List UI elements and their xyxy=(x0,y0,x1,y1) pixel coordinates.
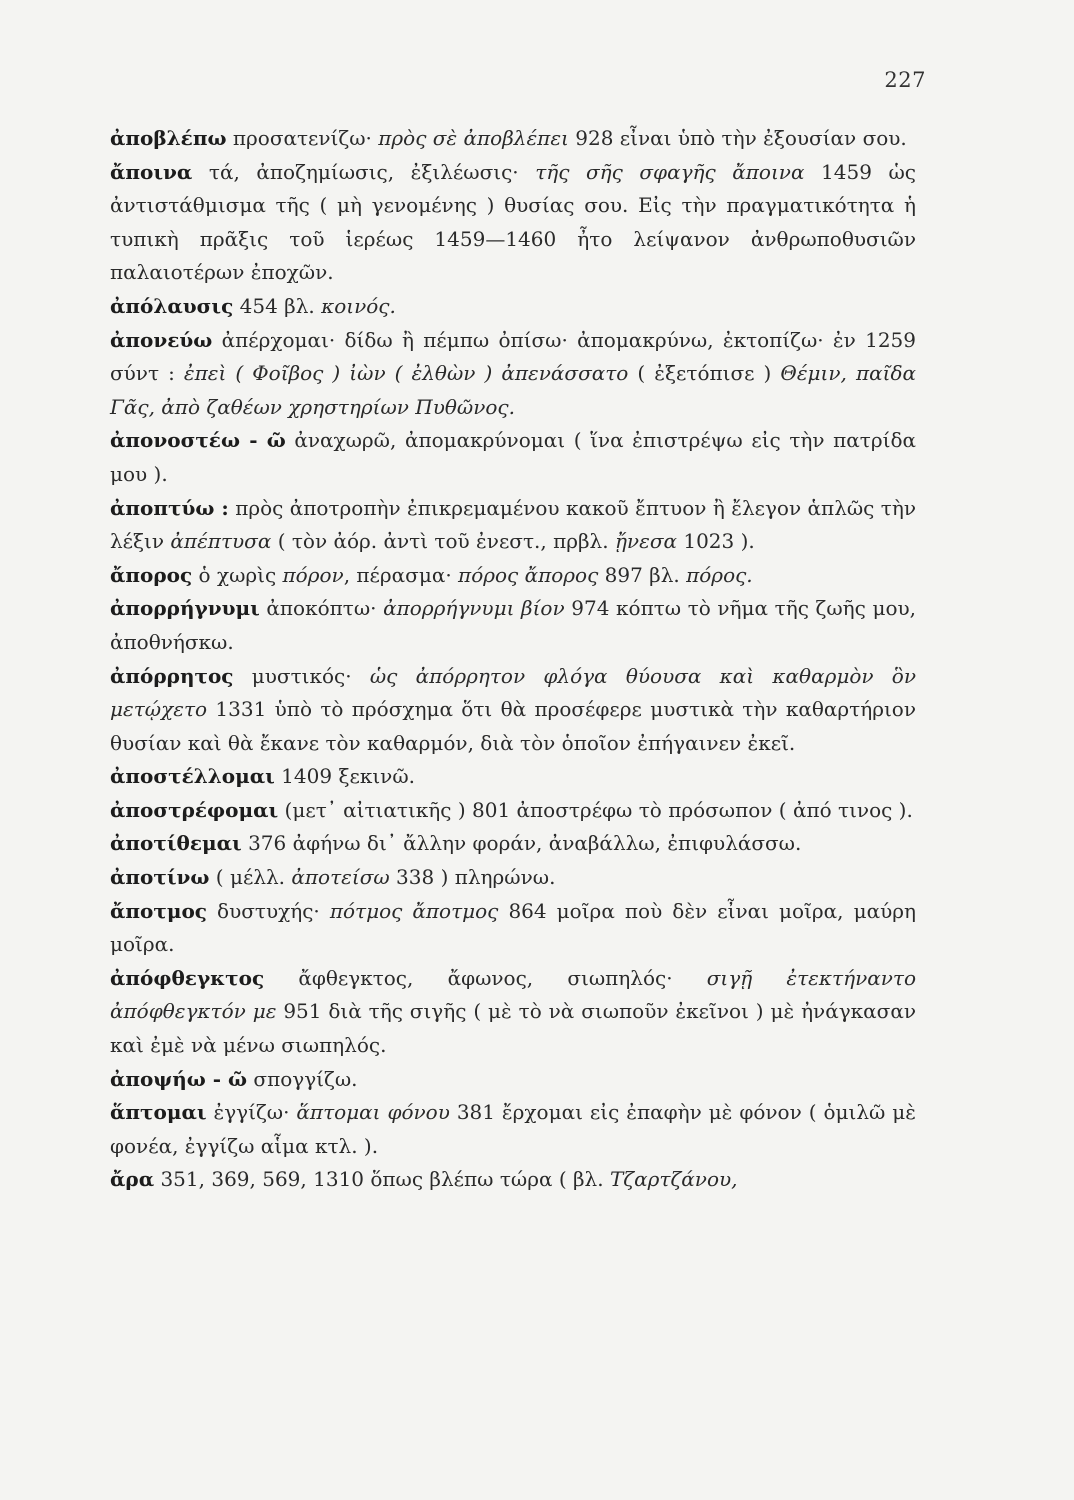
entry-citation: Τζαρτζάνου, xyxy=(609,1167,738,1192)
entry-definition: 951 διὰ τῆς σιγῆς ( μὲ τὸ νὰ σιωποῦν ἐκεῖνοι ) μὲ ἠνάγκασαν καὶ ἐμὲ νὰ μένω σιωπηλός. xyxy=(110,999,916,1058)
lexicon-entry xyxy=(110,122,916,156)
entry-headword: ἀποτίθεμαι xyxy=(110,831,242,856)
lexicon-entry xyxy=(110,827,916,861)
lexicon-entry xyxy=(110,861,916,895)
entry-headword: ἀποστέλλομαι xyxy=(110,764,275,789)
entry-headword: ἀποψήω - ῶ xyxy=(110,1066,248,1091)
lexicon-entry xyxy=(110,1163,916,1197)
entry-definition: 864 μοῖρα ποὺ δὲν εἶναι μοῖρα, μαύρη μοῖρα. xyxy=(110,898,916,957)
lexicon-entry xyxy=(110,962,916,1063)
entry-definition: 1409 ξεκινῶ. xyxy=(274,764,415,789)
entry-citation: κοινός. xyxy=(321,293,396,318)
entry-definition: ἐγγίζω· xyxy=(206,1100,297,1125)
lexicon-page-body xyxy=(110,122,916,1197)
entry-definition: ( μέλλ. xyxy=(209,865,292,890)
entry-definition: σπογγίζω. xyxy=(247,1066,358,1091)
lexicon-entry xyxy=(110,290,916,324)
entry-headword: ἄποινα xyxy=(110,159,193,184)
entry-definition: 1331 ὑπὸ τὸ πρόσχημα ὅτι θὰ προσέφερε μυστικὰ τὴν καθαρτήριον θυσίαν καὶ θὰ ἔκανε τὸν καθαρμόν, διὰ τὸν ὁποῖον ἐπήγαινεν ἐκεῖ. xyxy=(110,697,916,755)
entry-definition: 928 εἶναι ὑπὸ τὴν ἐξουσίαν σου. xyxy=(568,126,907,150)
entry-definition: προσατενίζω· xyxy=(226,126,379,150)
lexicon-entry xyxy=(110,492,916,559)
entry-headword: ἄπορος xyxy=(110,562,193,587)
entry-definition: μυστικός· xyxy=(233,663,370,688)
lexicon-entry xyxy=(110,156,916,290)
entry-citation: Θέμιν, παῖδα Γᾶς, ἀπὸ ζαθέων χρηστηρίων Πυθῶνος. xyxy=(110,361,917,419)
entry-definition: ὁ χωρὶς xyxy=(192,562,283,587)
entry-headword: ἀποτίνω xyxy=(110,865,210,890)
entry-headword: ἀπονοστέω - ῶ xyxy=(110,428,286,453)
entry-citation: ὡς ἀπόρρητον φλόγα θύουσα καὶ καθαρμὸν ὃν μετῴχετο xyxy=(110,663,916,722)
lexicon-entry xyxy=(110,324,916,425)
lexicon-entry xyxy=(110,1096,916,1163)
entry-citation: ἀποτείσω xyxy=(291,865,390,890)
entry-definition: 974 κόπτω τὸ νῆμα τῆς ζωῆς μου, ἀποθνήσκω. xyxy=(110,596,916,654)
entry-headword: ἀπόφθεγκτος xyxy=(110,965,265,990)
lexicon-entry xyxy=(110,794,916,828)
entry-headword: ἀπορρήγνυμι xyxy=(110,596,260,621)
entry-definition: πρὸς ἀποτροπὴν ἐπικρεμαμένου κακοῦ ἔπτυον ἢ ἔλεγον ἁπλῶς τὴν λέξιν xyxy=(110,495,916,554)
entry-headword: ἀπονεύω xyxy=(110,327,213,352)
entry-citation: πόρον xyxy=(282,562,344,587)
lexicon-entry xyxy=(110,424,916,491)
entry-definition: 376 ἀφήνω δι᾽ ἄλλην φοράν, ἀναβάλλω, ἐπιφυλάσσω. xyxy=(241,831,802,856)
entry-definition: , πέρασμα· xyxy=(343,562,459,587)
entry-citation: ᾔνεσα xyxy=(614,529,677,554)
page-number: 227 xyxy=(884,68,926,92)
entry-definition: τά, ἀποζημίωσις, ἐξιλέωσις· xyxy=(192,159,536,184)
lexicon-entry xyxy=(110,895,916,962)
entry-citation: τῆς σῆς σφαγῆς ἄποινα xyxy=(535,159,805,184)
entry-definition: 351, 369, 569, 1310 ὅπως βλέπω τώρα ( βλ. xyxy=(154,1167,610,1192)
entry-headword: ἀπόρρητος xyxy=(110,663,234,688)
lexicon-entry xyxy=(110,1063,916,1097)
entry-headword: ἀποπτύω : xyxy=(110,495,229,520)
entry-citation: πόρος ἄπορος xyxy=(458,562,599,587)
entry-definition: 381 ἔρχομαι εἰς ἐπαφὴν μὲ φόνον ( ὁμιλῶ μὲ φονέα, ἐγγίζω αἷμα κτλ. ). xyxy=(110,1100,916,1158)
entry-citation: πότμος ἄποτμος xyxy=(329,898,499,923)
entry-definition: ἀναχωρῶ, ἀπομακρύνομαι ( ἵνα ἐπιστρέψω εἰς τὴν πατρίδα μου ). xyxy=(110,428,916,486)
entry-headword: ἀποστρέφομαι xyxy=(110,797,279,822)
entry-citation: ἐπεὶ ( Φοῖβος ) ἰὼν ( ἐλθὼν ) ἀπενάσσατο xyxy=(183,361,629,386)
entry-definition: ἀπέρχομαι· δίδω ἢ πέμπω ὀπίσω· ἀπομακρύνω, ἐκτοπίζω· ἐν 1259 σύντ : xyxy=(110,327,916,386)
entry-headword: ἅπτομαι xyxy=(110,1100,207,1125)
lexicon-entry xyxy=(110,660,916,761)
entry-headword: ἀπόλαυσις xyxy=(110,293,234,318)
entry-citation: πρὸς σὲ ἀποβλέπει xyxy=(378,126,569,150)
entry-headword: ἄρα xyxy=(110,1167,155,1192)
entry-definition: ( τὸν ἀόρ. ἀντὶ τοῦ ἐνεστ., πρβλ. xyxy=(271,529,615,554)
entry-definition: ἀποκόπτω· xyxy=(259,596,384,621)
entry-citation: ἀπορρήγνυμι βίον xyxy=(383,596,565,621)
entry-headword: ἄποτμος xyxy=(110,898,207,923)
entry-headword: ἀποβλέπω xyxy=(110,126,227,150)
entry-definition: 338 ) πληρώνω. xyxy=(389,865,556,890)
entry-definition: 454 βλ. xyxy=(233,293,322,318)
entry-definition: 1459 ὡς ἀντιστάθμισμα τῆς ( μὴ γενομένης ) θυσίας σου. Εἰς τὴν πραγματικότητα ἡ τυπικὴ πρᾶξις τοῦ ἱερέως 1459—1460 ἦτο λείψανον ἀνθρωποθυσιῶν παλαιοτέρων ἐποχῶν. xyxy=(110,159,916,285)
lexicon-entry xyxy=(110,559,916,593)
entry-definition: 1023 ). xyxy=(676,529,755,554)
lexicon-entry xyxy=(110,592,916,659)
entry-definition: (μετ᾽ αἰτιατικῆς ) 801 ἀποστρέφω τὸ πρόσωπον ( ἀπό τινος ). xyxy=(278,797,913,822)
lexicon-entry xyxy=(110,760,916,794)
entry-citation: ἀπέπτυσα xyxy=(170,529,272,554)
entry-definition: ἄφθεγκτος, ἄφωνος, σιωπηλός· xyxy=(264,965,707,990)
entry-citation: πόρος. xyxy=(686,562,753,587)
entry-definition: ( ἐξετόπισε ) xyxy=(628,361,781,386)
entry-citation: σιγῇ ἐτεκτήναντο ἀπόφθεγκτόν με xyxy=(110,965,916,1024)
entry-definition: δυστυχής· xyxy=(206,898,330,923)
entry-citation: ἅπτομαι φόνου xyxy=(296,1100,450,1125)
entry-definition: 897 βλ. xyxy=(598,562,687,587)
